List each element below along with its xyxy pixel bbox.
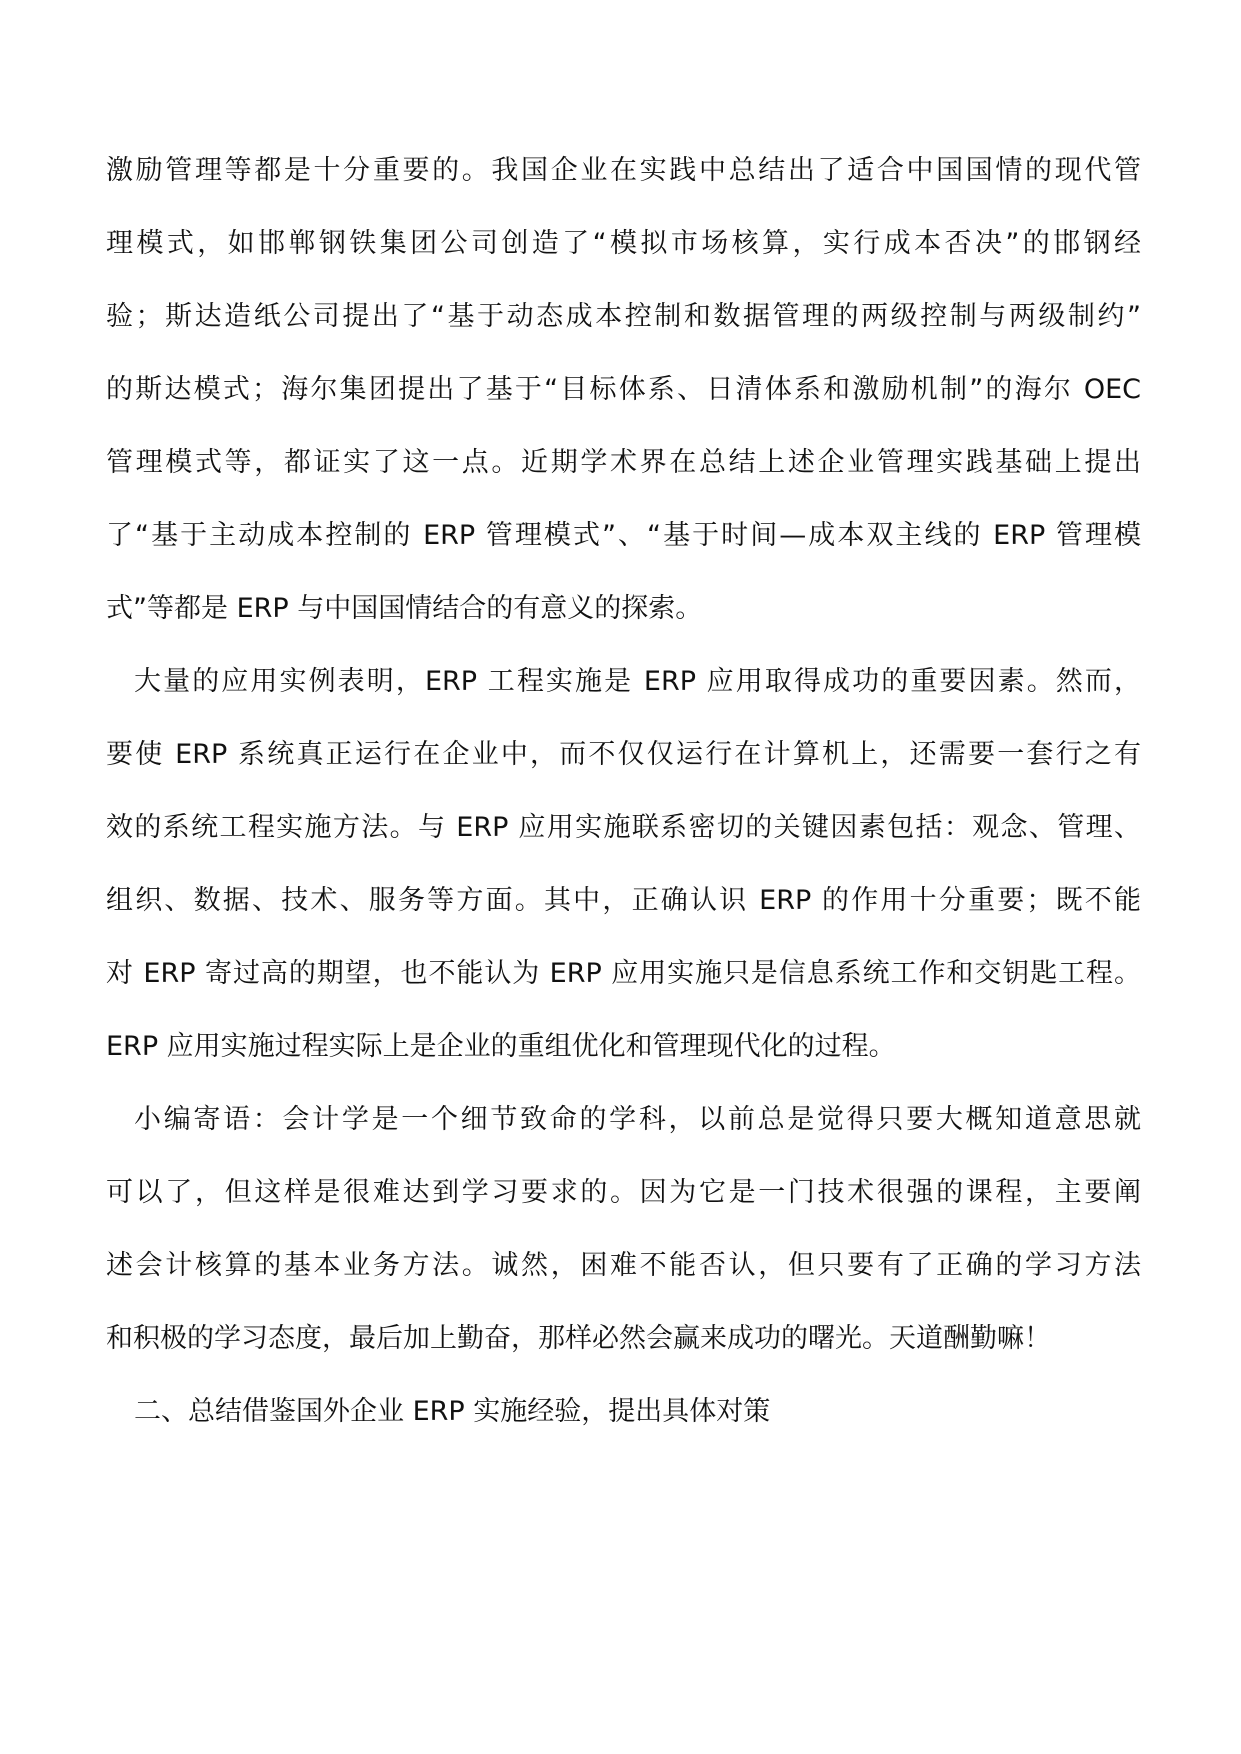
text-line: 可以了，但这样是很难达到学习要求的。因为它是一门技术很强的课程，主要阐 <box>106 1177 1141 1208</box>
editor-note-first-line: 小编寄语：会计学是一个细节致命的学科，以前总是觉得只要大概知道意思就 <box>134 1104 1141 1135</box>
paragraph-first-line: 大量的应用实例表明，ERP 工程实施是 ERP 应用取得成功的重要因素。然而， <box>134 666 1141 697</box>
text-line: 式”等都是 ERP 与中国国情结合的有意义的探索。 <box>106 593 703 624</box>
text-line: 了“基于主动成本控制的 ERP 管理模式”、“基于时间—成本双主线的 ERP 管理模 <box>106 520 1141 551</box>
text-line: 理模式，如邯郸钢铁集团公司创造了“模拟市场核算，实行成本否决”的邯钢经 <box>106 228 1141 259</box>
text-line: 验；斯达造纸公司提出了“基于动态成本控制和数据管理的两级控制与两级制约” <box>106 301 1141 332</box>
section-heading: 二、总结借鉴国外企业 ERP 实施经验，提出具体对策 <box>134 1396 771 1427</box>
text-line: 要使 ERP 系统真正运行在企业中，而不仅仅运行在计算机上，还需要一套行之有 <box>106 739 1141 770</box>
text-line: 的斯达模式；海尔集团提出了基于“目标体系、日清体系和激励机制”的海尔 OEC <box>106 374 1141 405</box>
text-line: ERP 应用实施过程实际上是企业的重组优化和管理现代化的过程。 <box>106 1031 896 1062</box>
text-line: 组织、数据、技术、服务等方面。其中，正确认识 ERP 的作用十分重要；既不能 <box>106 885 1141 916</box>
text-line: 述会计核算的基本业务方法。诚然，困难不能否认，但只要有了正确的学习方法 <box>106 1250 1141 1281</box>
text-line: 效的系统工程实施方法。与 ERP 应用实施联系密切的关键因素包括：观念、管理、 <box>106 812 1141 843</box>
text-line: 和积极的学习态度，最后加上勤奋，那样必然会赢来成功的曙光。天道酬勤嘛！ <box>106 1323 1051 1354</box>
text-line: 管理模式等，都证实了这一点。近期学术界在总结上述企业管理实践基础上提出 <box>106 447 1141 478</box>
text-line: 激励管理等都是十分重要的。我国企业在实践中总结出了适合中国国情的现代管 <box>106 155 1141 186</box>
text-line: 对 ERP 寄过高的期望，也不能认为 ERP 应用实施只是信息系统工作和交钥匙工程。 <box>106 958 1141 989</box>
